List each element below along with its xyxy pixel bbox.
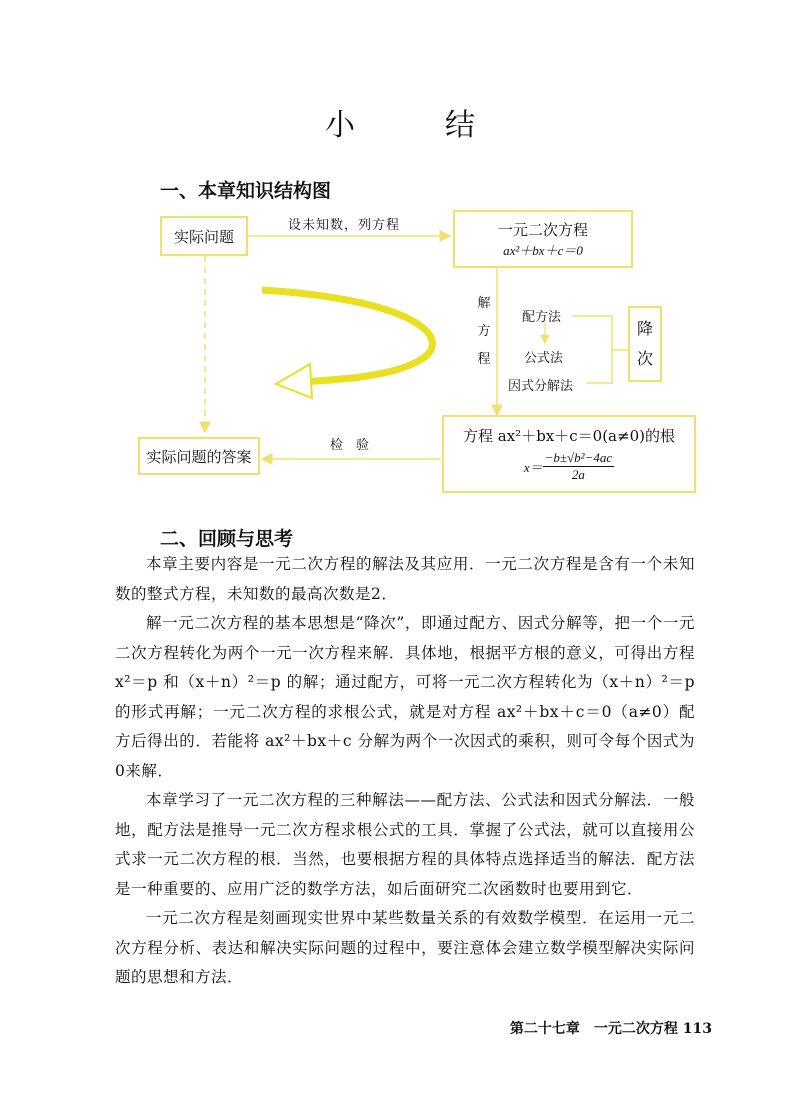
paragraph: 解一元二次方程的基本思想是“降次”，即通过配方、因式分解等，把一个一元二次方程转化为两个一元一次方程来解．具体地，根据平方根的意义，可得出方程 x²＝p 和（x＋n）²＝p 的解；通过配方，可将一元二次方程转化为（x＋n）²＝p 的形式再解；一元二次方程的求根公式，就是对方程 ax²＋bx＋c＝0（a≠0）配方后得出的．若能将 ax²＋bx＋c 分解为两个一次因式的乘积，则可令每个因式为0来解． <box>115 614 695 780</box>
roots-numerator: −b±√b²−4ac <box>544 450 613 465</box>
reduce-char: 次 <box>636 349 653 368</box>
section-heading-review: 二、回顾与思考 <box>160 528 294 550</box>
node-quadratic <box>453 210 633 268</box>
page-title: 小 结 <box>325 108 505 143</box>
method-factoring: 因式分解法 <box>508 379 574 394</box>
node-answer-label: 实际问题的答案 <box>146 447 252 466</box>
reduce-char: 降 <box>636 319 653 338</box>
section-heading-structure: 一、本章知识结构图 <box>160 180 332 202</box>
paragraph: 本章学习了一元二次方程的三种解法——配方法、公式法和因式分解法．一般地，配方法是推导一元二次方程求根公式的工具．掌握了公式法，就可以直接用公式求一元二次方程的根．当然，也要根据方程的具体特点选择适当的解法．配方法是一种重要的、应用广泛的数学方法，如后面研究二次函数时也要用到它． <box>115 791 695 898</box>
page-footer: 第二十七章 一元二次方程 113 <box>509 1021 712 1037</box>
paragraph: 本章主要内容是一元二次方程的解法及其应用．一元二次方程是含有一个未知数的整式方程，未知数的最高次数是2． <box>115 555 695 603</box>
node-real-problem <box>160 216 248 256</box>
node-answer <box>138 437 260 475</box>
solve-char: 解 <box>477 296 491 311</box>
solve-char: 方 <box>477 324 491 339</box>
curved-arrow <box>262 290 432 382</box>
node-roots <box>442 415 696 493</box>
roots-formula <box>524 450 614 483</box>
method-formula: 公式法 <box>524 351 564 366</box>
node-roots-title: 方程 ax²＋bx＋c＝0(a≠0)的根 <box>463 427 675 445</box>
node-reduce-degree <box>628 306 662 382</box>
reduce-bracket <box>572 316 628 383</box>
solve-label <box>476 290 492 374</box>
solve-char: 程 <box>477 352 491 367</box>
roots-denominator: 2a <box>571 467 585 482</box>
edge-label-set-unknown: 设未知数，列方程 <box>288 218 401 233</box>
node-quadratic-formula: ax²＋bx＋c＝0 <box>503 243 583 258</box>
roots-fraction <box>543 450 614 483</box>
curved-arrow-head-icon <box>276 364 312 398</box>
node-quadratic-title: 一元二次方程 <box>497 221 588 239</box>
edge-label-check: 检 验 <box>330 438 370 453</box>
roots-lhs: x＝ <box>523 460 543 475</box>
method-completing-square: 配方法 <box>522 310 562 325</box>
paragraph: 一元二次方程是刻画现实世界中某些数量关系的有效数学模型．在运用一元二次方程分析、表达和解决实际问题的过程中，要注意体会建立数学模型解决实际问题的思想和方法． <box>115 909 695 986</box>
node-real-problem-label: 实际问题 <box>173 227 234 246</box>
review-body <box>115 550 695 993</box>
